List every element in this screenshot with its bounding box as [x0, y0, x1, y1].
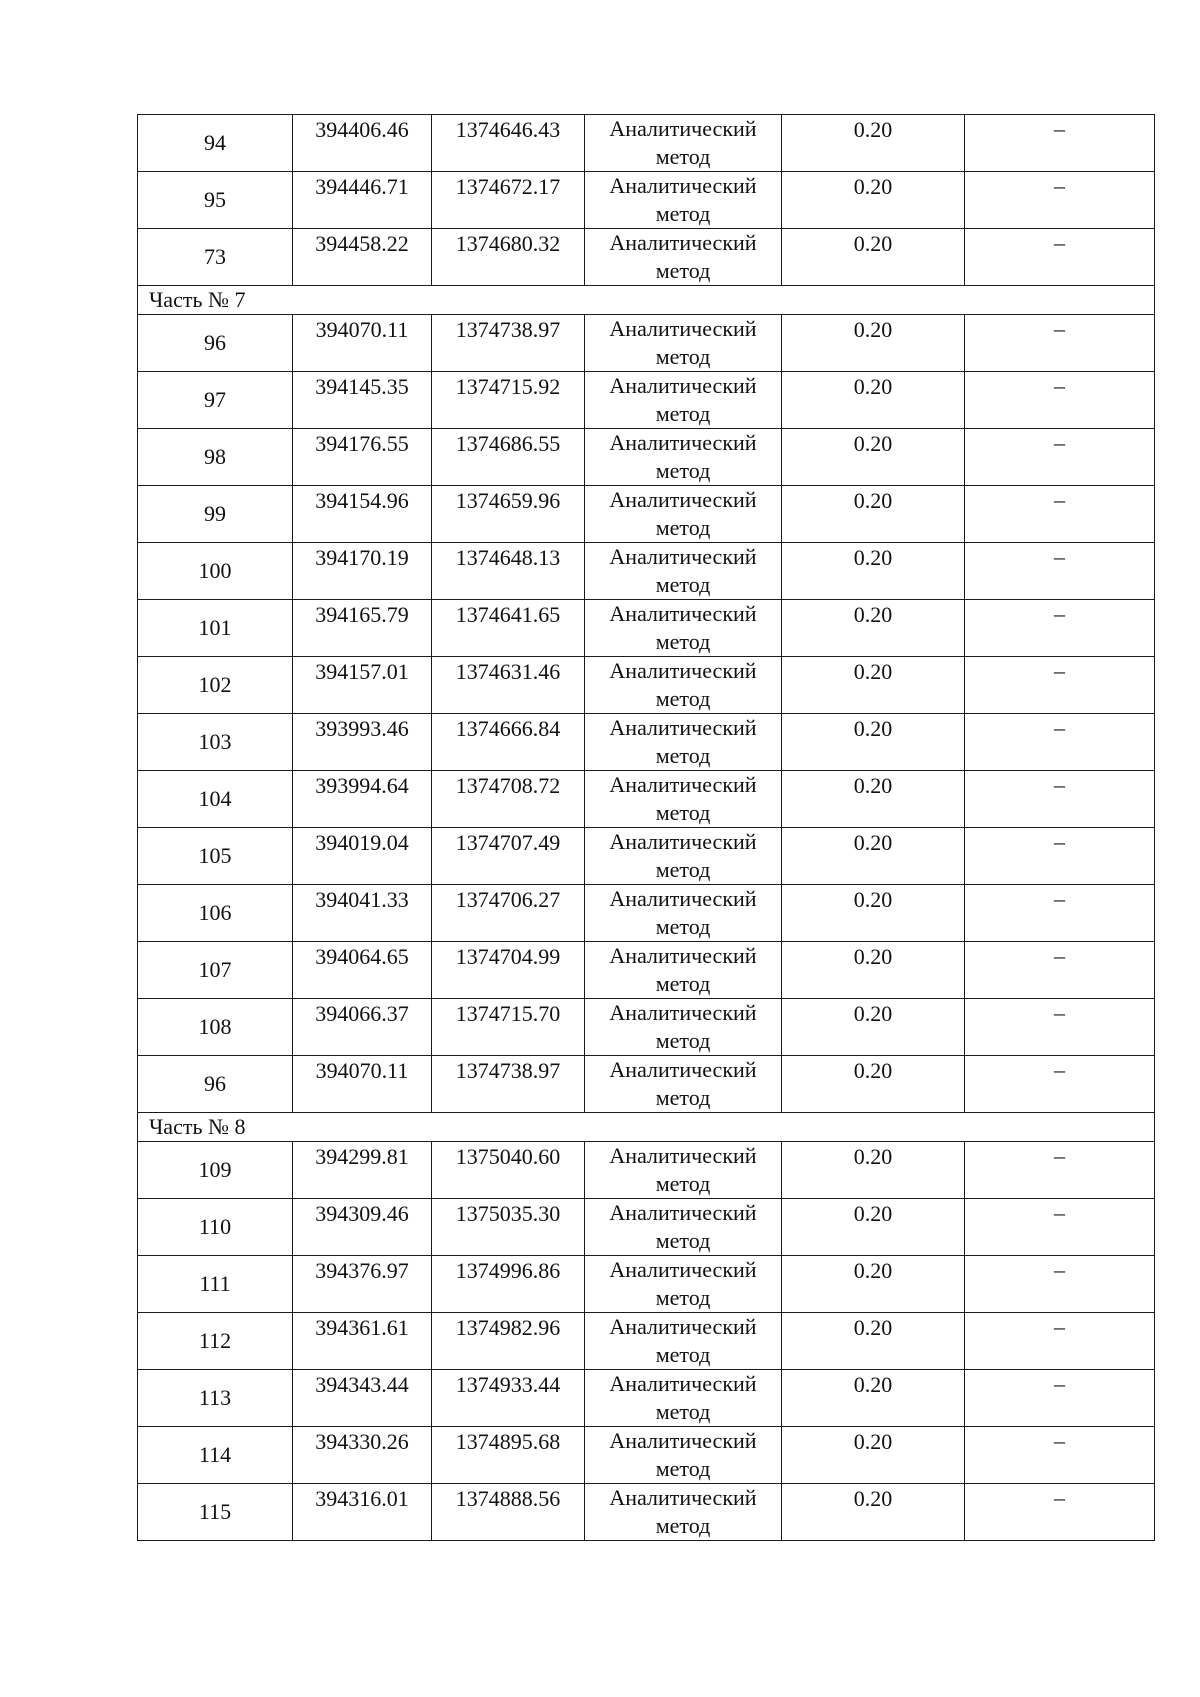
table-body — [138, 115, 1155, 1541]
table-row — [138, 486, 1155, 543]
accuracy-cell: 0.20 — [782, 372, 965, 429]
method-cell: Аналитический метод — [585, 885, 782, 942]
x-coordinate-cell: 393994.64 — [293, 771, 432, 828]
point-number-cell: 104 — [138, 771, 293, 828]
y-coordinate-cell: 1374895.68 — [432, 1427, 585, 1484]
description-cell: – — [965, 714, 1155, 771]
method-cell: Аналитический метод — [585, 1256, 782, 1313]
accuracy-cell: 0.20 — [782, 429, 965, 486]
method-cell: Аналитический метод — [585, 543, 782, 600]
description-cell: – — [965, 315, 1155, 372]
x-coordinate-cell: 393993.46 — [293, 714, 432, 771]
x-coordinate-cell: 394376.97 — [293, 1256, 432, 1313]
point-number-cell: 73 — [138, 229, 293, 286]
table-row — [138, 600, 1155, 657]
y-coordinate-cell: 1374659.96 — [432, 486, 585, 543]
y-coordinate-cell: 1374708.72 — [432, 771, 585, 828]
method-cell: Аналитический метод — [585, 714, 782, 771]
x-coordinate-cell: 394361.61 — [293, 1313, 432, 1370]
x-coordinate-cell: 394330.26 — [293, 1427, 432, 1484]
method-cell: Аналитический метод — [585, 1142, 782, 1199]
description-cell: – — [965, 885, 1155, 942]
table-row — [138, 828, 1155, 885]
point-number-cell: 106 — [138, 885, 293, 942]
point-number-cell: 110 — [138, 1199, 293, 1256]
accuracy-cell: 0.20 — [782, 486, 965, 543]
y-coordinate-cell: 1374715.92 — [432, 372, 585, 429]
description-cell: – — [965, 543, 1155, 600]
method-cell: Аналитический метод — [585, 828, 782, 885]
x-coordinate-cell: 394064.65 — [293, 942, 432, 999]
table-row — [138, 115, 1155, 172]
x-coordinate-cell: 394309.46 — [293, 1199, 432, 1256]
accuracy-cell: 0.20 — [782, 115, 965, 172]
point-number-cell: 107 — [138, 942, 293, 999]
table-row — [138, 1370, 1155, 1427]
method-cell: Аналитический метод — [585, 115, 782, 172]
y-coordinate-cell: 1374680.32 — [432, 229, 585, 286]
description-cell: – — [965, 657, 1155, 714]
y-coordinate-cell: 1374641.65 — [432, 600, 585, 657]
x-coordinate-cell: 394041.33 — [293, 885, 432, 942]
description-cell: – — [965, 1199, 1155, 1256]
table-row — [138, 1256, 1155, 1313]
point-number-cell: 96 — [138, 1056, 293, 1113]
description-cell: – — [965, 771, 1155, 828]
point-number-cell: 100 — [138, 543, 293, 600]
table-row — [138, 543, 1155, 600]
x-coordinate-cell: 394070.11 — [293, 1056, 432, 1113]
description-cell: – — [965, 486, 1155, 543]
table-row — [138, 999, 1155, 1056]
point-number-cell: 113 — [138, 1370, 293, 1427]
method-cell: Аналитический метод — [585, 999, 782, 1056]
description-cell: – — [965, 1142, 1155, 1199]
y-coordinate-cell: 1374706.27 — [432, 885, 585, 942]
y-coordinate-cell: 1375035.30 — [432, 1199, 585, 1256]
y-coordinate-cell: 1374666.84 — [432, 714, 585, 771]
accuracy-cell: 0.20 — [782, 1056, 965, 1113]
y-coordinate-cell: 1374631.46 — [432, 657, 585, 714]
y-coordinate-cell: 1374933.44 — [432, 1370, 585, 1427]
x-coordinate-cell: 394066.37 — [293, 999, 432, 1056]
method-cell: Аналитический метод — [585, 315, 782, 372]
table-row — [138, 714, 1155, 771]
point-number-cell: 115 — [138, 1484, 293, 1541]
table-row — [138, 1427, 1155, 1484]
y-coordinate-cell: 1374686.55 — [432, 429, 585, 486]
table-row — [138, 372, 1155, 429]
point-number-cell: 99 — [138, 486, 293, 543]
point-number-cell: 109 — [138, 1142, 293, 1199]
accuracy-cell: 0.20 — [782, 1313, 965, 1370]
method-cell: Аналитический метод — [585, 1484, 782, 1541]
description-cell: – — [965, 999, 1155, 1056]
accuracy-cell: 0.20 — [782, 600, 965, 657]
accuracy-cell: 0.20 — [782, 1256, 965, 1313]
y-coordinate-cell: 1374982.96 — [432, 1313, 585, 1370]
table-row — [138, 1142, 1155, 1199]
point-number-cell: 96 — [138, 315, 293, 372]
accuracy-cell: 0.20 — [782, 771, 965, 828]
x-coordinate-cell: 394458.22 — [293, 229, 432, 286]
section-header-row — [138, 286, 1155, 315]
x-coordinate-cell: 394406.46 — [293, 115, 432, 172]
point-number-cell: 103 — [138, 714, 293, 771]
table-row — [138, 942, 1155, 999]
x-coordinate-cell: 394157.01 — [293, 657, 432, 714]
accuracy-cell: 0.20 — [782, 1484, 965, 1541]
y-coordinate-cell: 1374707.49 — [432, 828, 585, 885]
y-coordinate-cell: 1374672.17 — [432, 172, 585, 229]
method-cell: Аналитический метод — [585, 600, 782, 657]
table-row — [138, 229, 1155, 286]
section-label: Часть № 7 — [138, 286, 1155, 315]
point-number-cell: 105 — [138, 828, 293, 885]
y-coordinate-cell: 1374646.43 — [432, 115, 585, 172]
description-cell: – — [965, 1370, 1155, 1427]
y-coordinate-cell: 1375040.60 — [432, 1142, 585, 1199]
point-number-cell: 101 — [138, 600, 293, 657]
accuracy-cell: 0.20 — [782, 942, 965, 999]
y-coordinate-cell: 1374704.99 — [432, 942, 585, 999]
x-coordinate-cell: 394299.81 — [293, 1142, 432, 1199]
accuracy-cell: 0.20 — [782, 315, 965, 372]
accuracy-cell: 0.20 — [782, 1142, 965, 1199]
coordinates-table — [137, 114, 1155, 1541]
point-number-cell: 95 — [138, 172, 293, 229]
accuracy-cell: 0.20 — [782, 657, 965, 714]
table-row — [138, 429, 1155, 486]
description-cell: – — [965, 1256, 1155, 1313]
method-cell: Аналитический метод — [585, 486, 782, 543]
description-cell: – — [965, 229, 1155, 286]
table-row — [138, 1056, 1155, 1113]
point-number-cell: 112 — [138, 1313, 293, 1370]
method-cell: Аналитический метод — [585, 1313, 782, 1370]
y-coordinate-cell: 1374648.13 — [432, 543, 585, 600]
method-cell: Аналитический метод — [585, 942, 782, 999]
method-cell: Аналитический метод — [585, 1056, 782, 1113]
table-row — [138, 657, 1155, 714]
method-cell: Аналитический метод — [585, 1427, 782, 1484]
section-header-row — [138, 1113, 1155, 1142]
table-row — [138, 885, 1155, 942]
y-coordinate-cell: 1374715.70 — [432, 999, 585, 1056]
description-cell: – — [965, 600, 1155, 657]
method-cell: Аналитический метод — [585, 771, 782, 828]
y-coordinate-cell: 1374996.86 — [432, 1256, 585, 1313]
point-number-cell: 97 — [138, 372, 293, 429]
point-number-cell: 94 — [138, 115, 293, 172]
description-cell: – — [965, 429, 1155, 486]
accuracy-cell: 0.20 — [782, 828, 965, 885]
point-number-cell: 111 — [138, 1256, 293, 1313]
method-cell: Аналитический метод — [585, 657, 782, 714]
table-row — [138, 1484, 1155, 1541]
description-cell: – — [965, 1484, 1155, 1541]
description-cell: – — [965, 1427, 1155, 1484]
description-cell: – — [965, 172, 1155, 229]
x-coordinate-cell: 394165.79 — [293, 600, 432, 657]
method-cell: Аналитический метод — [585, 372, 782, 429]
x-coordinate-cell: 394343.44 — [293, 1370, 432, 1427]
y-coordinate-cell: 1374738.97 — [432, 315, 585, 372]
x-coordinate-cell: 394154.96 — [293, 486, 432, 543]
accuracy-cell: 0.20 — [782, 1427, 965, 1484]
description-cell: – — [965, 942, 1155, 999]
point-number-cell: 114 — [138, 1427, 293, 1484]
x-coordinate-cell: 394446.71 — [293, 172, 432, 229]
table-row — [138, 172, 1155, 229]
accuracy-cell: 0.20 — [782, 885, 965, 942]
point-number-cell: 108 — [138, 999, 293, 1056]
accuracy-cell: 0.20 — [782, 999, 965, 1056]
method-cell: Аналитический метод — [585, 172, 782, 229]
table-row — [138, 1313, 1155, 1370]
method-cell: Аналитический метод — [585, 1199, 782, 1256]
accuracy-cell: 0.20 — [782, 1370, 965, 1427]
x-coordinate-cell: 394170.19 — [293, 543, 432, 600]
description-cell: – — [965, 372, 1155, 429]
accuracy-cell: 0.20 — [782, 172, 965, 229]
x-coordinate-cell: 394145.35 — [293, 372, 432, 429]
method-cell: Аналитический метод — [585, 429, 782, 486]
point-number-cell: 98 — [138, 429, 293, 486]
accuracy-cell: 0.20 — [782, 229, 965, 286]
section-label: Часть № 8 — [138, 1113, 1155, 1142]
table-row — [138, 1199, 1155, 1256]
method-cell: Аналитический метод — [585, 1370, 782, 1427]
point-number-cell: 102 — [138, 657, 293, 714]
x-coordinate-cell: 394070.11 — [293, 315, 432, 372]
accuracy-cell: 0.20 — [782, 543, 965, 600]
method-cell: Аналитический метод — [585, 229, 782, 286]
description-cell: – — [965, 115, 1155, 172]
description-cell: – — [965, 1056, 1155, 1113]
x-coordinate-cell: 394316.01 — [293, 1484, 432, 1541]
description-cell: – — [965, 1313, 1155, 1370]
x-coordinate-cell: 394019.04 — [293, 828, 432, 885]
table-row — [138, 315, 1155, 372]
table-row — [138, 771, 1155, 828]
y-coordinate-cell: 1374888.56 — [432, 1484, 585, 1541]
y-coordinate-cell: 1374738.97 — [432, 1056, 585, 1113]
x-coordinate-cell: 394176.55 — [293, 429, 432, 486]
description-cell: – — [965, 828, 1155, 885]
accuracy-cell: 0.20 — [782, 714, 965, 771]
accuracy-cell: 0.20 — [782, 1199, 965, 1256]
